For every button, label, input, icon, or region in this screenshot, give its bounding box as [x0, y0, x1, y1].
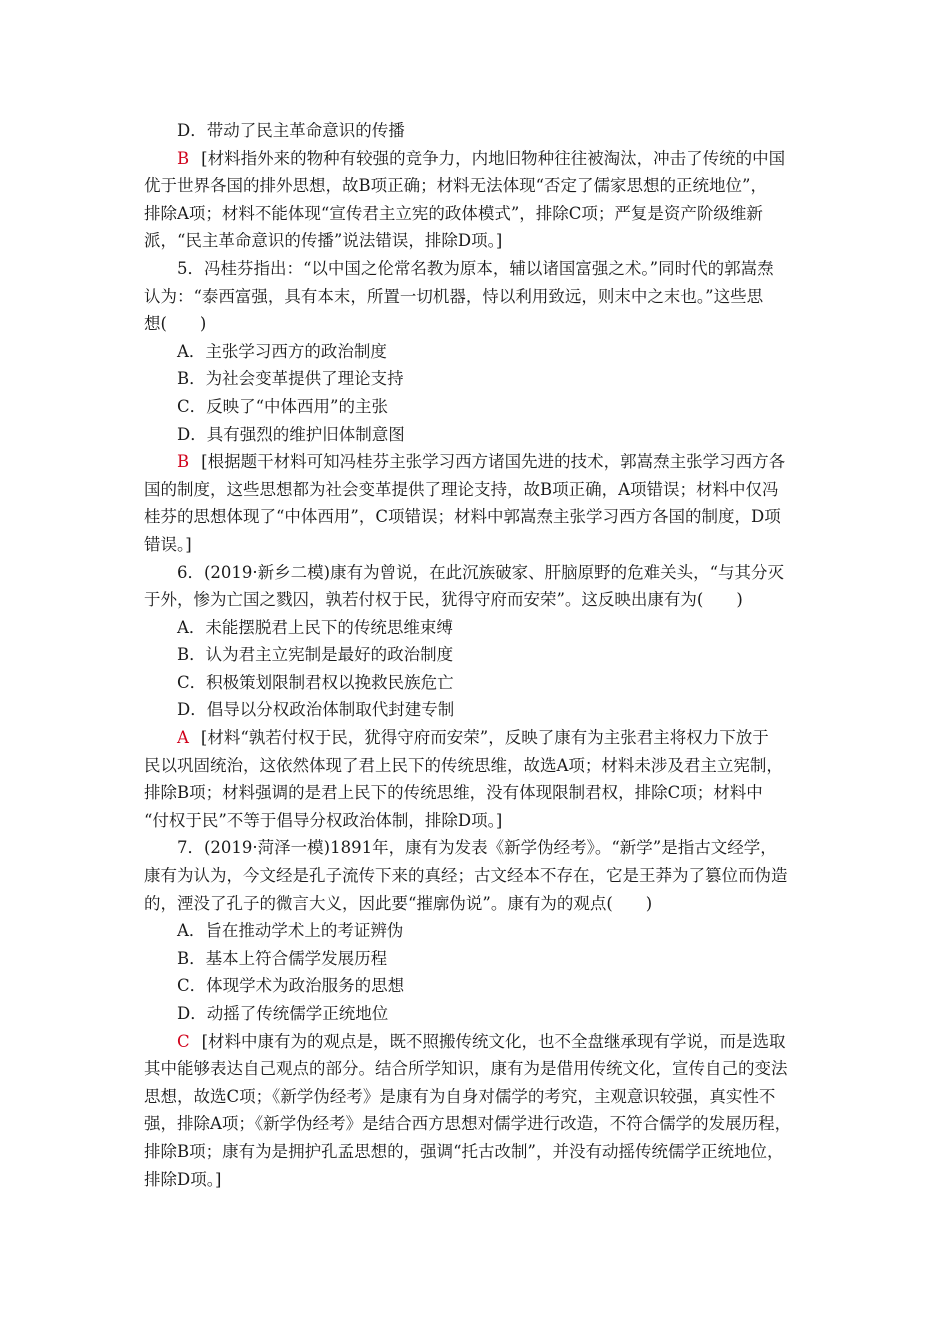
- answer-explanation: [144, 145, 809, 173]
- line-text: 优于世界各国的排外思想，故B项正确；材料无法体现“否定了儒家思想的正统地位”，: [144, 176, 767, 196]
- line-text: C．体现学术为政治服务的思想: [177, 976, 405, 996]
- answer-option: [144, 669, 809, 697]
- text-line: [144, 807, 809, 835]
- line-text: 民以巩固统治，这依然体现了君上民下的传统思维，故选A项；材料未涉及君主立宪制，: [144, 755, 783, 775]
- text-line: [144, 531, 809, 559]
- line-text: 错误。]: [144, 534, 192, 554]
- line-text: 5．冯桂芬指出：“以中国之伦常名教为原本，辅以诸国富强之术。”同时代的郭嵩焘: [177, 258, 774, 278]
- line-text: 认为：“泰西富强，具有本末，所置一切机器，恃以利用致远，则末中之末也。”这些思: [144, 286, 764, 306]
- line-text: 国的制度，这些思想都为社会变革提供了理论支持，故B项正确，A项错误；材料中仅冯: [144, 479, 779, 499]
- line-text: D．具有强烈的维护旧体制意图: [177, 424, 405, 444]
- answer-option: [144, 117, 809, 145]
- answer-option: [144, 696, 809, 724]
- line-text: 排除B项；材料强调的是君上民下的传统思维，没有体现限制君权，排除C项；材料中: [144, 783, 763, 803]
- line-text: D．倡导以分权政治体制取代封建专制: [177, 700, 455, 720]
- text-line: [144, 779, 809, 807]
- text-line: [144, 200, 809, 228]
- line-text: C．反映了“中体西用”的主张: [177, 396, 388, 416]
- text-line: [144, 1138, 809, 1166]
- line-text: 其中能够表达自己观点的部分。结合所学知识，康有为是借用传统文化，宣传自己的变法: [144, 1059, 788, 1079]
- line-text: C．积极策划限制君权以挽救民族危亡: [177, 672, 454, 692]
- question-stem: [144, 559, 809, 587]
- line-text: 于外，惨为亡国之戮囚，孰若付权于民，犹得守府而安荣”。这反映出康有为( ): [144, 590, 743, 610]
- text-line: [144, 890, 809, 918]
- text-line: [144, 227, 809, 255]
- line-text: 7．(2019·菏泽一模)1891年，康有为发表《新学伪经考》。“新学”是指古文经学，: [177, 838, 777, 858]
- text-line: [144, 586, 809, 614]
- explanation-text: [材料中康有为的观点是，既不照搬传统文化，也不全盘继承现有学说，而是选取: [201, 1031, 786, 1051]
- line-text: 6．(2019·新乡二模)康有为曾说，在此沉族破家、肝脑原野的危难关头，“与其分灭: [177, 562, 785, 582]
- explanation-text: [材料“孰若付权于民，犹得守府而安荣”，反映了康有为主张君主将权力下放于: [200, 728, 769, 748]
- text-line: [144, 310, 809, 338]
- text-line: [144, 476, 809, 504]
- line-text: 思想，故选C项；《新学伪经考》是康有为自身对儒学的考究，主观意识较强，真实性不: [144, 1086, 776, 1106]
- explanation-text: [材料指外来的物种有较强的竞争力，内地旧物种往往被淘汰，冲击了传统的中国: [201, 148, 786, 168]
- line-text: 桂芬的思想体现了“中体西用”，C项错误；材料中郭嵩焘主张学习西方各国的制度，D项: [144, 507, 781, 527]
- text-line: [144, 752, 809, 780]
- answer-letter: B: [177, 452, 190, 472]
- answer-option: [144, 421, 809, 449]
- answer-letter: C: [177, 1031, 190, 1051]
- answer-option: [144, 365, 809, 393]
- line-text: 强，排除A项；《新学伪经考》是结合西方思想对儒学进行改造，不符合儒学的发展历程，: [144, 1114, 792, 1134]
- line-text: B．认为君主立宪制是最好的政治制度: [177, 645, 454, 665]
- text-line: [144, 503, 809, 531]
- answer-option: [144, 972, 809, 1000]
- answer-option: [144, 614, 809, 642]
- answer-explanation: [144, 1028, 809, 1056]
- answer-option: [144, 1000, 809, 1028]
- document-page: [144, 117, 809, 1193]
- answer-option: [144, 641, 809, 669]
- text-line: [144, 172, 809, 200]
- text-line: [144, 862, 809, 890]
- answer-option: [144, 393, 809, 421]
- line-text: A．主张学习西方的政治制度: [177, 341, 387, 361]
- line-text: D．带动了民主革命意识的传播: [177, 121, 405, 140]
- line-text: 排除D项。]: [144, 1169, 222, 1189]
- explanation-text: [根据题干材料可知冯桂芬主张学习西方诸国先进的技术，郭嵩焘主张学习西方各: [201, 452, 786, 472]
- line-text: B．为社会变革提供了理论支持: [177, 369, 404, 389]
- answer-explanation: [144, 448, 809, 476]
- answer-letter: B: [177, 148, 190, 168]
- answer-option: [144, 945, 809, 973]
- answer-letter: A: [177, 728, 189, 748]
- question-stem: [144, 255, 809, 283]
- text-line: [144, 1110, 809, 1138]
- line-text: 排除A项；材料不能体现“宣传君主立宪的政体模式”，排除C项；严复是资产阶级维新: [144, 203, 763, 223]
- text-line: [144, 1083, 809, 1111]
- line-text: 想( ): [144, 314, 207, 334]
- line-text: A．旨在推动学术上的考证辨伪: [177, 921, 404, 941]
- text-line: [144, 283, 809, 311]
- line-text: 派，“民主革命意识的传播”说法错误，排除D项。]: [144, 231, 503, 251]
- question-stem: [144, 834, 809, 862]
- answer-explanation: [144, 724, 809, 752]
- text-line: [144, 1055, 809, 1083]
- answer-option: [144, 917, 809, 945]
- line-text: “付权于民”不等于倡导分权政治体制，排除D项。]: [144, 810, 503, 830]
- line-text: 的，湮没了孔子的微言大义，因此要“摧廓伪说”。康有为的观点( ): [144, 893, 653, 913]
- line-text: A．未能摆脱君上民下的传统思维束缚: [177, 617, 453, 637]
- line-text: 排除B项；康有为是拥护孔孟思想的，强调“托古改制”，并没有动摇传统儒学正统地位，: [144, 1141, 784, 1161]
- answer-option: [144, 338, 809, 366]
- line-text: D．动摇了传统儒学正统地位: [177, 1004, 389, 1023]
- line-text: 康有为认为，今文经是孔子流传下来的真经；古文经本不存在，它是王莽为了篡位而伪造: [144, 866, 788, 886]
- line-text: B．基本上符合儒学发展历程: [177, 948, 388, 968]
- text-line: [144, 1166, 809, 1194]
